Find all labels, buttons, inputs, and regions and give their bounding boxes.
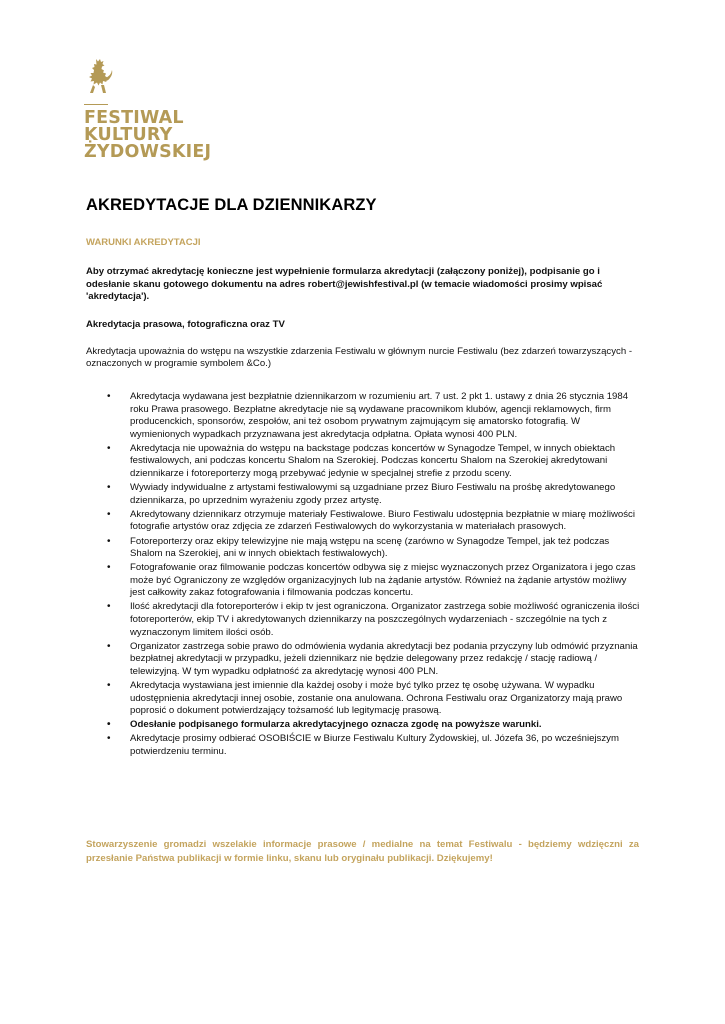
lion-icon [84, 58, 114, 94]
list-item [86, 641, 641, 679]
list-item [86, 680, 641, 718]
bullet-marker: • [107, 390, 111, 402]
list-item-text: Akredytacja wydawana jest bezpłatnie dziennikarzom w rozumieniu art. 7 ust. 2 pkt 1. ustawy z dnia 26 stycznia 1984 roku Prawa prasowego. Bezpłatne akredytacje nie są wydawane pracownikom klubów, agencji reklamowych, firm producenckich, sponsorów, zespołów, ani też osobom prywatnym zajmującym się amatorsko fotografią. W wymienionych wypadkach przyznawana jest akredytacja odpłatna. Opłata wynosi 400 PLN. [130, 390, 629, 440]
list-item-text: Akredytacje prosimy odbierać OSOBIŚCIE w Biurze Festiwalu Kultury Żydowskiej, ul. Józefa 36, po wcześniejszym potwierdzeniu terminu. [130, 733, 619, 757]
document-body [86, 196, 641, 760]
footer-note: Stowarzyszenie gromadzi wszelakie informacje prasowe / medialne na temat Festiwalu - będziemy wdzięczni za przesłanie Państwa publikacji w formie linku, skanu lub oryginału publikacji. Dziękujemy! [86, 839, 639, 864]
bullet-marker: • [107, 640, 111, 652]
bullet-marker: • [107, 482, 111, 494]
conditions-list [86, 391, 641, 759]
bullet-marker: • [107, 719, 111, 731]
list-item-text: Fotoreporterzy oraz ekipy telewizyjne nie mają wstępu na scenę (zarówno w Synagodze Tempel, jak też podczas Shalom na Szerokiej, ani w innych obiektach festiwalowych). [130, 535, 610, 560]
list-item-text: Akredytacja nie upoważnia do wstępu na backstage podczas koncertów w Synagodze Tempel, w innych obiektach festiwalowych, ani podczas koncertu Shalom na Szerokiej. Podczas koncertu Shalom na Szerokiej akredytowani dziennikarze i fotoreporterzy mogą przebywać jedynie w specjalnej strefie z przodu sceny. [130, 442, 616, 480]
logo-divider [84, 104, 108, 105]
page-title: AKREDYTACJE DLA DZIENNIKARZY [86, 196, 377, 214]
bullet-marker: • [107, 601, 111, 613]
list-item [86, 719, 641, 732]
logo-text: FESTIWAL KULTURY ŻYDOWSKIEJ [84, 108, 212, 162]
section-heading: Akredytacja prasowa, fotograficzna oraz TV [86, 318, 285, 330]
list-item-text: Ilość akredytacji dla fotoreporterów i ekip tv jest ograniczona. Organizator zastrzega sobie możliwość ograniczenia ilości fotoreporterów, ekip TV i akredytowanych dziennikarzy na poszczególnych wydarzeniach - szczególnie na tych z wyznaczonym limitem ilości osób. [130, 601, 640, 638]
bullet-marker: • [107, 508, 111, 520]
bullet-marker: • [107, 442, 111, 454]
list-item [86, 482, 641, 507]
list-item [86, 443, 641, 481]
list-item-text: Wywiady indywidualne z artystami festiwalowymi są uzgadniane przez Biuro Festiwalu na prośbę akredytowanego dziennikarza, po uprzednim wyrażeniu zgody przez artystę. [130, 482, 616, 506]
bullet-marker: • [107, 733, 111, 745]
list-item-text: Organizator zastrzega sobie prawo do odmówienia wydania akredytacji bez podania przyczyny lub odmówić przyznania bezpłatnej akredytacji w przypadku, jeżeli dziennikarz nie będzie delegowany przez redakcję / stację radiową / telewizyjną. W tym wypadku odpłatność za akredytację wynosi 400 PLN. [130, 640, 638, 677]
list-item-text: Akredytowany dziennikarz otrzymuje materiały Festiwalowe. Biuro Festiwalu udostępnia bezpłatnie w miarę możliwości fotografie artystów oraz zdjęcia ze zdarzeń Festiwalowych do wykorzystania w materiałach prasowych. [130, 508, 635, 533]
list-item-text: Fotografowanie oraz filmowanie podczas koncertów odbywa się z miejsc wyznaczonych przez Organizatora i jego czas może być Ograniczony ze względów organizacyjnych lub na żądanie artystów. Również na żądanie artystów możliwy jest całkowity zakaz fotografowania i filmowania podczas koncertu. [130, 562, 636, 599]
intro-paragraph: Aby otrzymać akredytację konieczne jest wypełnienie formularza akredytacji (załączony poniżej), podpisanie go i odesłanie skanu gotowego dokumentu na adres robert@jewishfestival.pl (w temacie wiadomości prosimy wpisać 'akredytacja'). [86, 266, 603, 303]
list-item [86, 601, 641, 639]
list-item [86, 391, 641, 441]
scope-paragraph: Akredytacja upoważnia do wstępu na wszystkie zdarzenia Festiwalu w głównym nurcie Festiwalu (bez zdarzeń towarzyszących - oznaczonych w programie symbolem &Co.) [86, 345, 633, 370]
section-subtitle: WARUNKI AKREDYTACJI [86, 237, 201, 248]
bullet-marker: • [107, 535, 111, 547]
list-item [86, 536, 641, 561]
list-item [86, 509, 641, 534]
list-item-text: Akredytacja wystawiana jest imiennie dla każdej osoby i może być tylko przez tę osobę używana. W wypadku udostępnienia akredytacji innej osobie, zostanie ona anulowana. Ochrona Festiwalu oraz Organizatorzy mają prawo poprosić o dokument potwierdzający tożsamość lub legitymację prasową. [130, 680, 623, 717]
bullet-marker: • [107, 562, 111, 574]
list-item [86, 733, 641, 758]
bullet-marker: • [107, 680, 111, 692]
list-item-text: Odesłanie podpisanego formularza akredytacyjnego oznacza zgodę na powyższe warunki. [130, 719, 542, 731]
festival-logo [84, 58, 214, 161]
list-item [86, 562, 641, 600]
